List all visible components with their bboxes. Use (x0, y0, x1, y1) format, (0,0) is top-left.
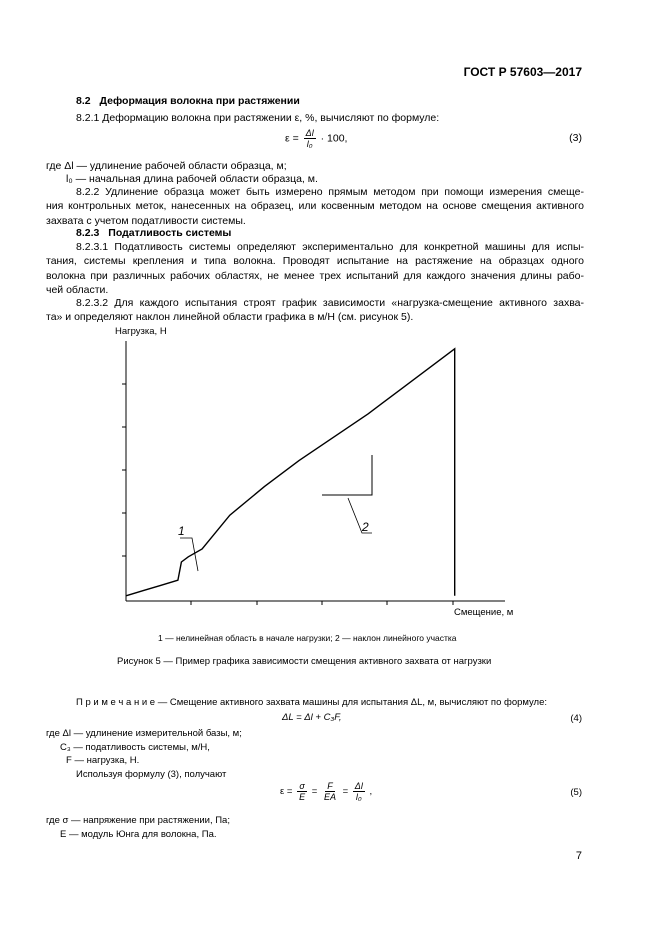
eq3-fraction (304, 128, 316, 149)
y-ticks (122, 384, 126, 556)
note-text: — Смещение активного захвата машины для испытания ΔL, м, вычисляют по формуле: (157, 697, 548, 708)
p8231-line-3: волокна при различных рабочих областях, не менее трех испытаний для каждого значения длины рабо- (46, 269, 584, 282)
paragraph-8-2-1: 8.2.1 Деформацию волокна при растяжении ε, %, вычисляют по формуле: (76, 112, 440, 124)
where-l0: l₀ — начальная длина рабочей области образца, м. (66, 173, 318, 185)
chart-xlabel: Смещение, м (454, 607, 514, 618)
p8232-line-2: та» и определяют наклон линейной области графика в м/Н (см. рисунок 5). (46, 311, 414, 324)
p822-line-1: 8.2.2 Удлинение образца может быть измерено прямым методом при помощи измерения смеще- (76, 186, 584, 198)
chart-ylabel: Нагрузка, Н (115, 326, 167, 337)
section-heading-8-2-3 (76, 227, 231, 239)
eq5-fraction-1 (297, 781, 307, 802)
where-f: F — нагрузка, Н. (66, 755, 140, 766)
equation-3 (285, 128, 347, 149)
using-formula-text: Используя формулу (3), получают (76, 769, 227, 780)
eq3-numerator: Δl (305, 128, 314, 138)
load-curve (126, 349, 455, 596)
where-delta-l-gauge: где Δl — удлинение измерительной базы, м; (46, 728, 242, 739)
paragraph-8-2-3-2 (46, 296, 584, 325)
where-sigma: где σ — напряжение при растяжении, Па; (46, 815, 230, 826)
callout-1-leader (180, 538, 198, 571)
eq5-f3-den: l₀ (355, 792, 362, 802)
paragraph-8-2-2 (46, 185, 584, 228)
equation-4: ΔL = Δl + C₃F, (282, 712, 342, 723)
note-paragraph (76, 697, 547, 708)
eq5-fraction-3 (353, 781, 365, 802)
where-e: E — модуль Юнга для волокна, Па. (60, 829, 217, 840)
equation-3-number: (3) (569, 132, 582, 144)
section-heading-8-2 (76, 95, 300, 107)
equation-5-number: (5) (570, 787, 582, 798)
eq5-equals-2: = (342, 786, 349, 798)
p8232-line-1: 8.2.3.2 Для каждого испытания строят график зависимости «нагрузка-смещение активного захва- (76, 297, 584, 309)
eq5-f1-num: σ (299, 781, 305, 791)
eq3-rhs: · 100, (320, 132, 348, 145)
figure-legend: 1 — нелинейная область в начале нагрузки; 2 — наклон линейного участка (158, 633, 457, 643)
where-delta-l: где Δl — удлинение рабочей области образца, м; (46, 160, 287, 172)
p8231-line-4: чей области. (46, 284, 109, 297)
eq5-lhs: ε = (280, 786, 293, 798)
x-ticks (191, 601, 453, 605)
where-c3: C₃ — податливость системы, м/Н, (60, 742, 210, 753)
paragraph-8-2-3-1 (46, 240, 584, 298)
eq5-f2-den: EA (323, 792, 336, 802)
eq5-f2-num: F (327, 781, 333, 791)
heading-number: 8.2 (76, 95, 91, 107)
eq3-denominator: l₀ (306, 139, 313, 149)
eq5-f3-num: Δl (354, 781, 363, 791)
callout-1-label: 1 (178, 524, 185, 538)
eq5-equals-1: = (311, 786, 318, 798)
p8231-line-1: 8.2.3.1 Податливость системы определяют экспериментально для конкретной машины для испы- (76, 241, 584, 253)
equation-5 (280, 781, 372, 802)
eq5-f1-den: E (299, 792, 306, 802)
eq5-tail: , (369, 786, 373, 798)
heading-text: Деформация волокна при растяжении (99, 95, 300, 107)
heading-text: Податливость системы (108, 227, 232, 239)
eq3-lhs: ε = (285, 132, 299, 145)
callout-2-label: 2 (362, 520, 369, 534)
document-code: ГОСТ Р 57603—2017 (463, 65, 582, 79)
load-displacement-chart (110, 335, 530, 620)
p822-line-3: захвата с учетом податливости системы. (46, 214, 246, 227)
note-label: П р и м е ч а н и е (76, 697, 156, 708)
eq5-fraction-2 (322, 781, 338, 802)
page-number: 7 (575, 850, 582, 862)
figure-caption: Рисунок 5 — Пример графика зависимости смещения активного захвата от нагрузки (117, 656, 492, 667)
p822-line-2: ния контрольных меток, нанесенных на образец, или косвенным методом на основе смещения активного (46, 200, 584, 213)
slope-triangle (322, 455, 372, 495)
heading-number: 8.2.3 (76, 227, 100, 239)
equation-4-number: (4) (570, 713, 582, 724)
p8231-line-2: тания, системы крепления и типа волокна. Проводят испытание на растяжение на образцах одного (46, 255, 584, 268)
